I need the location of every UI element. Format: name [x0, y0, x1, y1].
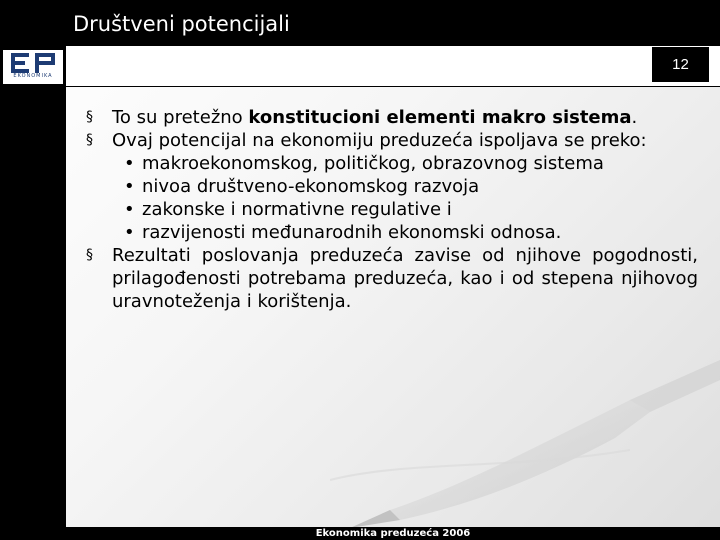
footer-text: Ekonomika preduzeća 2006	[315, 528, 471, 539]
sub-bullet-1	[86, 152, 698, 175]
slide-content	[86, 106, 698, 313]
sub-bullet-3	[86, 198, 698, 221]
bullet-3-text: Rezultati poslovanja preduzeća zavise od njihove pogodnosti, prilagođenosti potrebama preduzeća, kao i od stepena njihovog uravnoteženja i korištenja.	[112, 245, 698, 312]
slide-title: Društveni potencijali	[73, 12, 290, 36]
square-bullet-icon: §	[86, 247, 93, 263]
sub-bullet-4	[86, 221, 698, 244]
bullet-1-bold: konstitucioni elementi makro sistema	[248, 107, 632, 128]
logo-subtitle: EKONOMIKA	[13, 73, 53, 79]
bullet-1-text-after: .	[631, 107, 638, 128]
bullet-1-text-before: To su pretežno	[112, 107, 249, 128]
bullet-3	[86, 244, 698, 313]
bullet-2	[86, 129, 698, 152]
sub-bullet-2-text: nivoa društveno-ekonomskog razvoja	[142, 176, 480, 197]
ep-logo-icon	[11, 53, 57, 73]
sub-bullet-2	[86, 175, 698, 198]
sub-bullet-3-text: zakonske i normativne regulative i	[142, 199, 452, 220]
page-number: 12	[652, 47, 709, 82]
logo	[3, 50, 63, 84]
square-bullet-icon: §	[86, 132, 93, 148]
dot-bullet-icon: •	[124, 153, 135, 174]
sub-bullet-1-text: makroekonomskog, političkog, obrazovnog sistema	[142, 153, 604, 174]
sub-bullet-4-text: razvijenosti međunarodnih ekonomski odnosa.	[142, 222, 562, 243]
dot-bullet-icon: •	[124, 222, 135, 243]
dot-bullet-icon: •	[124, 199, 135, 220]
dot-bullet-icon: •	[124, 176, 135, 197]
bullet-1	[86, 106, 698, 129]
header-strip	[66, 46, 720, 87]
square-bullet-icon: §	[86, 109, 93, 125]
bullet-2-text: Ovaj potencijal na ekonomiju preduzeća ispoljava se preko:	[112, 130, 647, 151]
fountain-pen-watermark	[330, 360, 720, 530]
left-strip	[0, 46, 66, 540]
